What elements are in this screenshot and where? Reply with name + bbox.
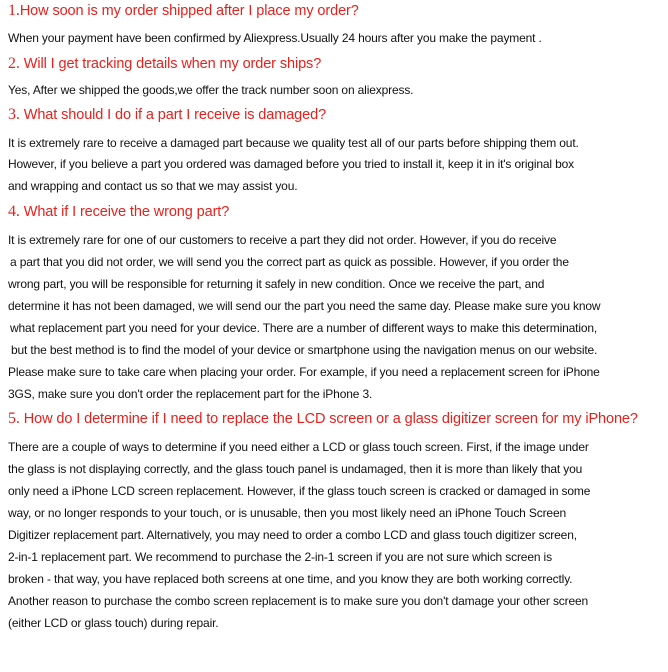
faq-question-5 bbox=[8, 410, 638, 428]
faq-answer-line: determine it has not been damaged, we will send our the part you need the same day. Please make sure you know bbox=[8, 299, 601, 313]
faq-question-text: What if I receive the wrong part? bbox=[23, 204, 230, 220]
faq-question-3 bbox=[8, 106, 326, 124]
faq-number: 1. bbox=[8, 2, 20, 19]
faq-answer-line: Please make sure to take care when placing your order. For example, if you need a replacement screen for iPhone bbox=[8, 365, 600, 379]
faq-answer-line: what replacement part you need for your device. There are a number of different ways to make this determination, bbox=[10, 321, 598, 335]
faq-question-text: How soon is my order shipped after I place my order? bbox=[19, 3, 359, 19]
faq-answer-line: and wrapping and contact us so that we may assist you. bbox=[8, 179, 298, 193]
faq-answer-line: Digitizer replacement part. Alternatively, you may need to order a combo LCD and glass touch digitizer screen, bbox=[8, 528, 577, 542]
faq-answer-line: Another reason to purchase the combo screen replacement is to make sure you don't damage your other screen bbox=[8, 594, 589, 608]
faq-question-text: How do I determine if I need to replace the LCD screen or a glass digitizer screen for my iPhone? bbox=[23, 411, 638, 427]
faq-answer-line: When your payment have been confirmed by Aliexpress.Usually 24 hours after you make the payment . bbox=[8, 31, 542, 45]
faq-answer-line: (either LCD or glass touch) during repair. bbox=[8, 616, 219, 630]
faq-answer-line: a part that you did not order, we will send you the correct part as quick as possible. However, if you order the bbox=[10, 255, 569, 269]
faq-question-4 bbox=[8, 203, 229, 221]
faq-answer-line: 3GS, make sure you don't order the replacement part for the iPhone 3. bbox=[8, 387, 373, 401]
faq-answer-line: It is extremely rare to receive a damaged part because we quality test all of our parts before shipping them out. bbox=[8, 136, 579, 150]
faq-number: 5. bbox=[8, 410, 20, 427]
faq-answer-line: the glass is not displaying correctly, and the glass touch panel is undamaged, then it is more than likely that you bbox=[8, 462, 583, 476]
faq-answer-line: broken - that way, you have replaced both screens at one time, and you know they are both working correctly. bbox=[8, 572, 573, 586]
faq-number: 4. bbox=[8, 203, 20, 220]
faq-question-text: Will I get tracking details when my order ships? bbox=[23, 56, 322, 72]
faq-question-text: What should I do if a part I receive is damaged? bbox=[23, 107, 327, 123]
faq-answer-line: It is extremely rare for one of our customers to receive a part they did not order. However, if you do receive bbox=[8, 233, 557, 247]
faq-question-2 bbox=[8, 55, 321, 73]
faq-number: 2. bbox=[8, 55, 20, 72]
faq-answer-line: only need a iPhone LCD screen replacement. However, if the glass touch screen is cracked or damaged in some bbox=[8, 484, 591, 498]
faq-answer-line: There are a couple of ways to determine if you need either a LCD or glass touch screen. First, if the image under bbox=[8, 440, 589, 454]
faq-answer-line: but the best method is to find the model of your device or smartphone using the navigation menus on our website. bbox=[11, 343, 598, 357]
faq-answer-line: 2-in-1 replacement part. We recommend to purchase the 2-in-1 screen if you are not sure which screen is bbox=[8, 550, 552, 564]
faq-answer-line: However, if you believe a part you ordered was damaged before you tried to install it, keep it in it's original box bbox=[8, 157, 575, 171]
faq-number: 3. bbox=[8, 106, 20, 123]
faq-answer-line: wrong part, you will be responsible for returning it safely in new condition. Once we receive the part, and bbox=[8, 277, 545, 291]
faq-answer-line: Yes, After we shipped the goods,we offer the track number soon on aliexpress. bbox=[8, 83, 414, 97]
faq-question-1 bbox=[8, 2, 359, 20]
faq-answer-line: way, or no longer responds to your touch, or is unusable, then you most likely need an iPhone Touch Screen bbox=[8, 506, 567, 520]
